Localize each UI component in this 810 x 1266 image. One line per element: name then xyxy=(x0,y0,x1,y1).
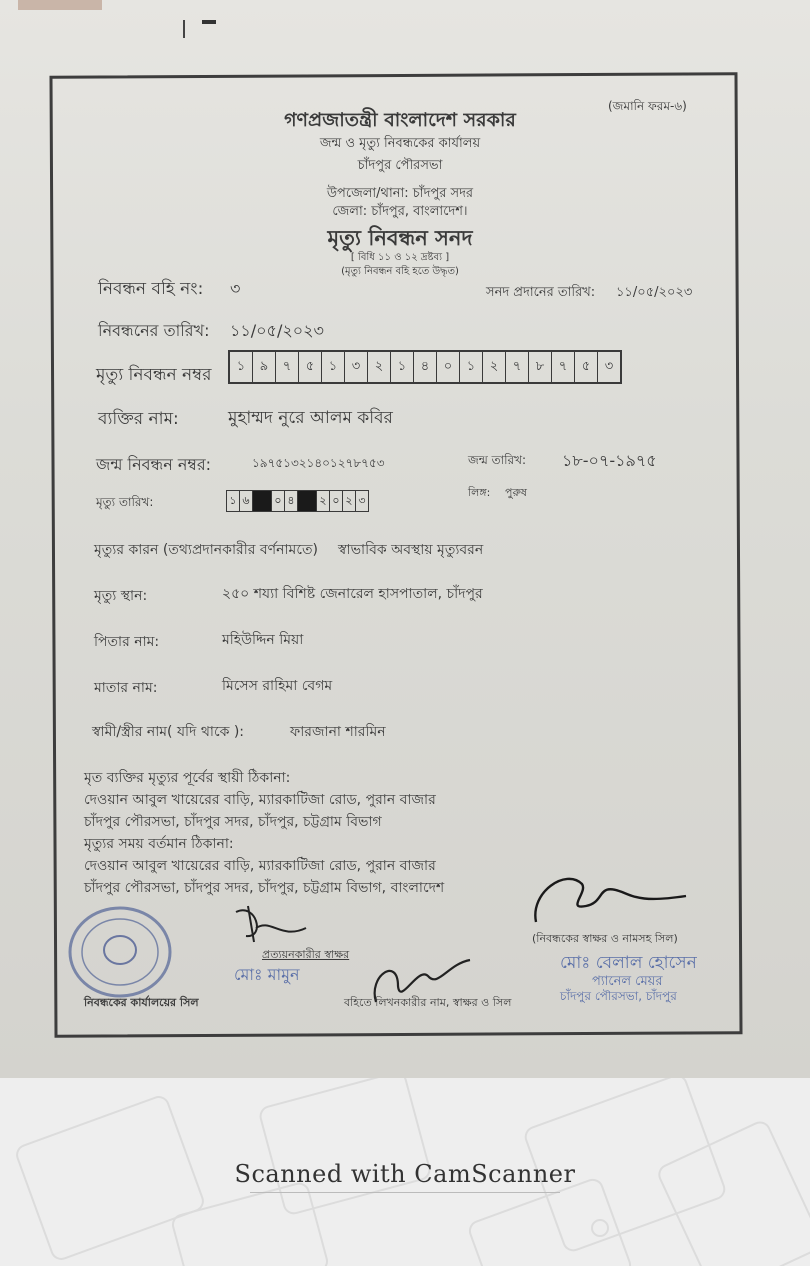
reg-digit-box: ২ xyxy=(483,352,506,382)
permanent-address-line1: দেওয়ান আবুল খায়েরের বাড়ি, ম্যারকাটিজা রোড, পুরান বাজার xyxy=(84,792,436,808)
reg-digit-box: ১ xyxy=(391,352,414,382)
permanent-address-line2: চাঁদপুর পৌরসভা, চাঁদপুর সদর, চাঁদপুর, চট্টগ্রাম বিভাগ xyxy=(84,814,382,830)
father-value: মহিউদ্দিন মিয়া xyxy=(222,632,304,648)
date-digit: ৩ xyxy=(358,493,366,507)
cause-label: মৃত্যুর কারন (তথ্যপ্রদানকারীর বর্ণনামতে) xyxy=(94,542,318,558)
verifier-name-stamp: মোঃ মামুন xyxy=(234,965,300,984)
mother-label: মাতার নাম: xyxy=(94,680,158,696)
pen-mark xyxy=(183,20,185,38)
form-number: (জমানি ফরম-৬) xyxy=(608,99,687,113)
father-label: পিতার নাম: xyxy=(94,634,160,650)
watermark-underline xyxy=(250,1192,560,1193)
date-digit: ৬ xyxy=(240,491,253,511)
spouse-value: ফারজানা শারমিন xyxy=(290,724,386,740)
gender-value: পুরুষ xyxy=(505,486,527,499)
government-title: গণপ্রজাতন্ত্রী বাংলাদেশ সরকার xyxy=(284,109,516,131)
registrar-office-stamp: চাঁদপুর পৌরসভা, চাঁদপুর xyxy=(560,989,677,1003)
issue-date-value: ১১/০৫/২০২৩ xyxy=(616,285,693,300)
source-note: (মৃত্যু নিবন্ধন বহি হতে উদ্ধৃত) xyxy=(341,266,459,277)
reg-digit-box: ৯ xyxy=(253,352,276,382)
registrar-title-stamp: প্যানেল মেয়র xyxy=(592,974,663,989)
scanner-watermark: Scanned with CamScanner xyxy=(234,1160,576,1188)
date-digit: ১ xyxy=(227,491,240,511)
office-seal-label: নিবন্ধকের কার্যালয়ের সিল xyxy=(84,996,199,1009)
death-date-label: মৃত্যু তারিখ: xyxy=(96,495,154,509)
date-digit: ০ xyxy=(272,491,285,511)
person-name-value: মুহাম্মদ নুরে আলম কবির xyxy=(228,408,393,428)
date-separator-box xyxy=(253,491,272,511)
reg-digit-box: ১ xyxy=(322,352,345,382)
reg-digit-box: ৭ xyxy=(276,352,299,382)
birth-date-value: ১৮-০৭-১৯৭৫ xyxy=(562,451,657,470)
birth-date-label: জন্ম তারিখ: xyxy=(468,453,527,467)
date-digit: ২ xyxy=(317,491,330,511)
reg-digit-box: ৭ xyxy=(552,352,575,382)
reg-digit-box: ৩ xyxy=(345,352,368,382)
reg-digit-box: ৪ xyxy=(414,352,437,382)
date-digit: ২ xyxy=(343,491,356,511)
office-name: জন্ম ও মৃত্যু নিবন্ধকের কার্যালয় xyxy=(319,136,481,151)
reg-digit-box: ৩ xyxy=(604,358,614,374)
municipality-name: চাঁদপুর পৌরসভা xyxy=(357,158,443,173)
issue-date-label: সনদ প্রদানের তারিখ: xyxy=(486,285,596,300)
current-address-line1: দেওয়ান আবুল খায়েরের বাড়ি, ম্যারকাটিজা রোড, পুরান বাজার xyxy=(84,858,436,874)
current-address-line2: চাঁদপুর পৌরসভা, চাঁদপুর সদর, চাঁদপুর, চট্টগ্রাম বিভাগ, বাংলাদেশ xyxy=(84,880,445,896)
birth-reg-no-label: জন্ম নিবন্ধন নম্বর: xyxy=(96,455,212,474)
register-book-value: ৩ xyxy=(230,279,241,298)
paper-edge-mark xyxy=(18,0,102,10)
certificate-title: মৃত্যু নিবন্ধন সনদ xyxy=(327,226,473,250)
date-separator-box xyxy=(298,491,317,511)
person-name-label: ব্যক্তির নাম: xyxy=(98,409,179,429)
verifier-signature xyxy=(226,898,316,948)
date-digit: ৪ xyxy=(285,491,298,511)
reg-date-label: নিবন্ধনের তারিখ: xyxy=(98,321,210,340)
registrar-signature-label: (নিবন্ধকের স্বাক্ষর ও নামসহ সিল) xyxy=(532,932,678,945)
district-line: জেলা: চাঁদপুর, বাংলাদেশ। xyxy=(332,204,468,219)
upazila-line: উপজেলা/থানা: চাঁদপুর সদর xyxy=(326,186,474,201)
gender-label: লিঙ্গ: xyxy=(468,486,491,499)
permanent-address-label: মৃত ব্যক্তির মৃত্যুর পূর্বের স্থায়ী ঠিকানা: xyxy=(84,770,291,786)
office-seal-stamp xyxy=(66,904,176,1000)
writer-signature-label: বহিতে লিখনকারীর নাম, স্বাক্ষর ও সিল xyxy=(344,996,512,1009)
reg-digit-box: ৫ xyxy=(575,352,598,382)
current-address-label: মৃত্যুর সময় বর্তমান ঠিকানা: xyxy=(84,836,234,852)
death-date-boxes xyxy=(226,490,369,512)
cause-value: স্বাভাবিক অবস্থায় মৃত্যুবরন xyxy=(338,542,484,558)
reg-digit-box: ০ xyxy=(437,352,460,382)
mother-value: মিসেস রাহিমা বেগম xyxy=(222,678,333,694)
date-digit: ০ xyxy=(330,491,343,511)
spouse-label: স্বামী/স্ত্রীর নাম( যদি থাকে ): xyxy=(92,724,245,740)
reg-digit-box: ১ xyxy=(230,352,253,382)
verifier-signature-label: প্রত্যয়নকারীর স্বাক্ষর xyxy=(262,948,350,961)
rule-reference: [ বিধি ১১ ও ১২ দ্রষ্টব্য ] xyxy=(350,252,450,263)
reg-date-value: ১১/০৫/২০২৩ xyxy=(230,321,324,340)
death-place-value: ২৫০ শয্যা বিশিষ্ট জেনারেল হাসপাতাল, চাঁদপুর xyxy=(222,586,483,602)
reg-digit-box: ৫ xyxy=(299,352,322,382)
death-place-label: মৃত্যু স্থান: xyxy=(94,588,148,604)
death-reg-no-boxes xyxy=(228,350,622,384)
registrar-name-stamp: মোঃ বেলাল হোসেন xyxy=(560,953,697,973)
register-book-label: নিবন্ধন বহি নং: xyxy=(98,279,204,299)
birth-reg-no-value: ১৯৭৫১৩২১৪০১২৭৮৭৫৩ xyxy=(252,456,385,470)
death-reg-no-label: মৃত্যু নিবন্ধন নম্বর xyxy=(96,365,212,385)
registrar-signature xyxy=(526,862,702,932)
reg-digit-box: ৭ xyxy=(506,352,529,382)
reg-digit-box: ১ xyxy=(460,352,483,382)
reg-digit-box: ২ xyxy=(368,352,391,382)
pen-mark xyxy=(202,20,216,24)
reg-digit-box: ৮ xyxy=(529,352,552,382)
